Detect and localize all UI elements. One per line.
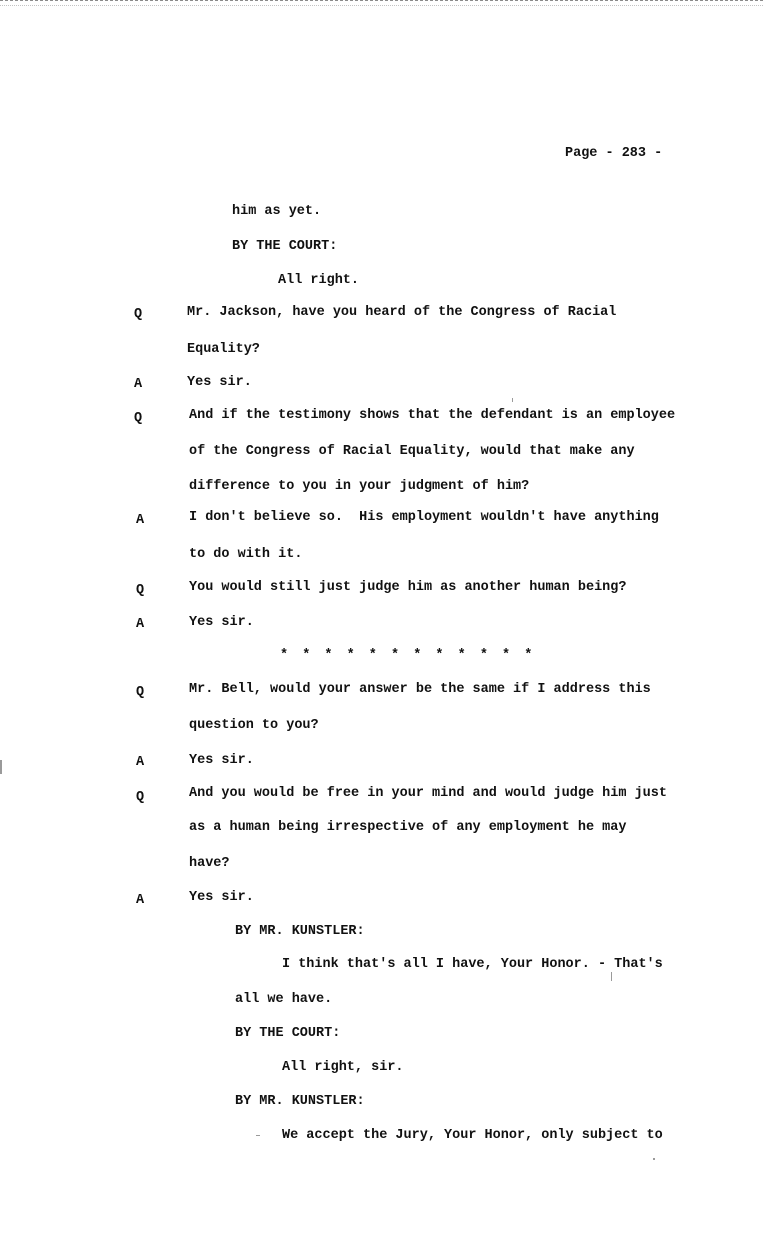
speaker-heading: BY THE COURT: bbox=[232, 239, 338, 254]
transcript-line: him as yet. bbox=[232, 204, 322, 219]
scan-speck bbox=[512, 398, 513, 402]
transcript-line: I think that's all I have, Your Honor. - That's bbox=[282, 957, 663, 972]
scan-speck bbox=[611, 972, 612, 981]
speaker-heading: BY THE COURT: bbox=[235, 1026, 341, 1041]
transcript-line: question to you? bbox=[189, 718, 319, 733]
transcript-line: Yes sir. bbox=[189, 890, 254, 905]
speaker-heading: BY MR. KUNSTLER: bbox=[235, 924, 365, 939]
section-separator: * * * * * * * * * * * * bbox=[280, 648, 536, 663]
transcript-line: We accept the Jury, Your Honor, only subject to bbox=[282, 1128, 663, 1143]
transcript-line: Mr. Jackson, have you heard of the Congress of Racial bbox=[187, 305, 617, 320]
question-label: Q bbox=[134, 411, 143, 426]
question-label: Q bbox=[134, 307, 143, 322]
transcript-line: Mr. Bell, would your answer be the same if I address this bbox=[189, 682, 651, 697]
transcript-line: all we have. bbox=[235, 992, 333, 1007]
answer-label: A bbox=[136, 893, 145, 908]
transcript-line: of the Congress of Racial Equality, would that make any bbox=[189, 444, 635, 459]
transcript-line: Yes sir. bbox=[189, 753, 254, 768]
transcript-line: as a human being irrespective of any employment he may bbox=[189, 820, 627, 835]
transcript-line: I don't believe so. His employment wouldn't have anything bbox=[189, 510, 659, 525]
transcript-line: Equality? bbox=[187, 342, 260, 357]
transcript-line: Yes sir. bbox=[189, 615, 254, 630]
question-label: Q bbox=[136, 583, 145, 598]
transcript-line: to do with it. bbox=[189, 547, 303, 562]
answer-label: A bbox=[136, 755, 145, 770]
transcript-line: All right. bbox=[278, 273, 360, 288]
transcript-line: difference to you in your judgment of him? bbox=[189, 479, 530, 494]
page-number: Page - 283 - bbox=[565, 146, 663, 161]
transcript-line: All right, sir. bbox=[282, 1060, 404, 1075]
transcript-line: And you would be free in your mind and would judge him just bbox=[189, 786, 667, 801]
transcript-line: And if the testimony shows that the defendant is an employee bbox=[189, 408, 676, 423]
scan-speck bbox=[256, 1135, 260, 1136]
transcript-line: Yes sir. bbox=[187, 375, 252, 390]
transcript-line: have? bbox=[189, 856, 230, 871]
speaker-heading: BY MR. KUNSTLER: bbox=[235, 1094, 365, 1109]
question-label: Q bbox=[136, 790, 145, 805]
scan-mark bbox=[0, 760, 2, 774]
question-label: Q bbox=[136, 685, 145, 700]
scan-top-edge bbox=[0, 0, 763, 6]
answer-label: A bbox=[134, 377, 143, 392]
answer-label: A bbox=[136, 513, 145, 528]
answer-label: A bbox=[136, 617, 145, 632]
transcript-line: You would still just judge him as another human being? bbox=[189, 580, 627, 595]
scan-speck bbox=[653, 1158, 655, 1160]
